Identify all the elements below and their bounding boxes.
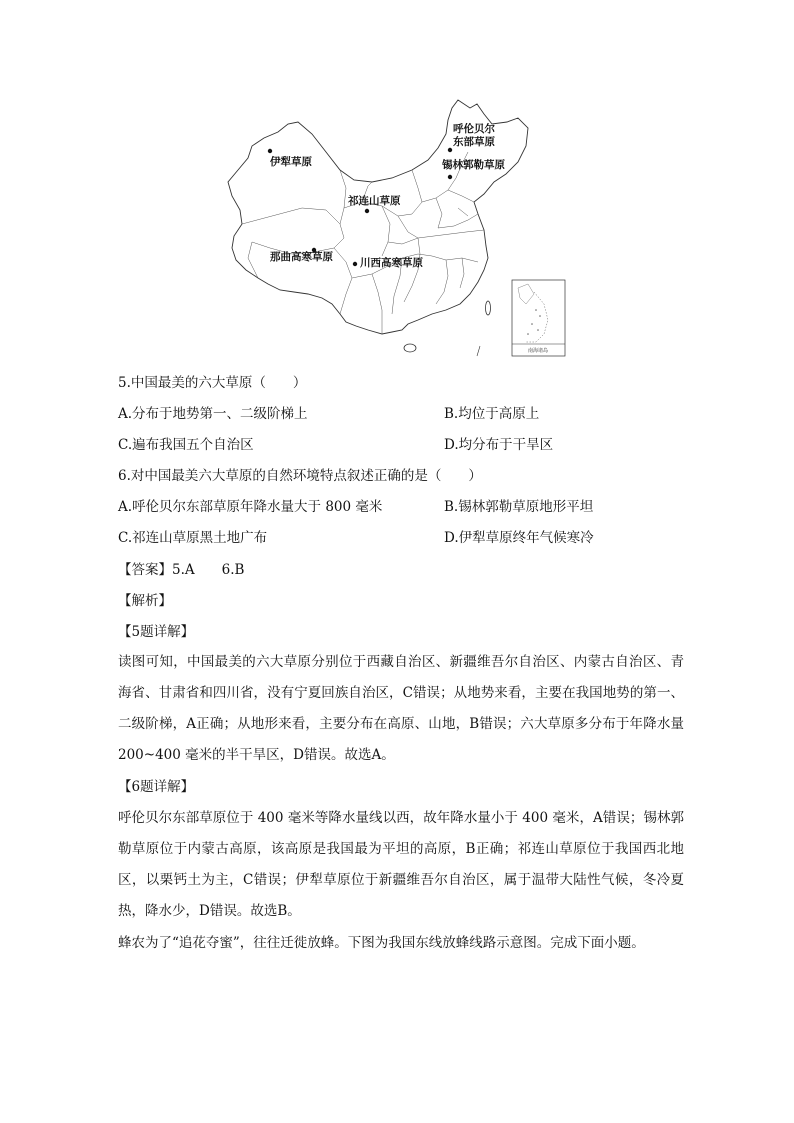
xilin-marker — [448, 175, 452, 179]
qilian-marker — [365, 209, 369, 213]
naqu-label: 那曲高寒草原 — [270, 251, 333, 263]
q6-stem: 6.对中国最美六大草原的自然环境特点叙述正确的是（ ） — [118, 468, 482, 484]
inset-caption: 南海诸岛 — [527, 348, 549, 354]
hainan-island — [404, 344, 416, 352]
answer-line: 【答案】5.A 6.B — [118, 562, 245, 578]
q5-option-c: C.遍布我国五个自治区 — [118, 437, 254, 453]
q5-stem: 5.中国最美的六大草原（ ） — [118, 375, 307, 391]
q5-detail-heading: 【5题详解】 — [118, 624, 195, 640]
chuanxi-label: 川西高寒草原 — [360, 257, 423, 269]
hulunbuir-label-line1: 呼伦贝尔 — [453, 123, 495, 135]
q6-detail-text: 呼伦贝尔东部草原位于 400 毫米等降水量线以西，故年降水量小于 400 毫米，A错误；锡林郭勒草原位于内蒙古高原，该高原是我国最为平坦的高原，B正确；祁连山草原位于我国西北地区，以栗钙土为主，C错误；伊犁草原位于新疆维吾尔自治区，属于温带大陆性气候，冬冷夏热，降水少，D错误。故选B。 — [118, 810, 684, 919]
chuanxi-marker — [353, 262, 357, 266]
yili-marker — [268, 149, 272, 153]
inset-frame — [512, 280, 565, 356]
hulunbuir-marker — [448, 148, 452, 152]
map-svg — [222, 98, 568, 360]
next-question-intro: 蜂农为了“追花夺蜜”，往往迁徙放蜂。下图为我国东线放蜂线路示意图。完成下面小题。 — [118, 935, 645, 951]
q5-option-a: A.分布于地势第一、二级阶梯上 — [118, 406, 308, 422]
q6-option-d: D.伊犁草原终年气候寒冷 — [444, 530, 594, 546]
q5-option-d: D.均分布于干旱区 — [444, 437, 554, 453]
q5-option-b: B.均位于高原上 — [444, 406, 540, 422]
hulunbuir-label-line2: 东部草原 — [453, 136, 495, 148]
q6-option-a: A.呼伦贝尔东部草原年降水量大于 800 毫米 — [118, 499, 383, 515]
q6-option-b: B.锡林郭勒草原地形平坦 — [444, 499, 594, 515]
china-grassland-map — [222, 98, 568, 360]
xilin-label: 锡林郭勒草原 — [442, 159, 505, 171]
q5-detail-text: 读图可知，中国最美的六大草原分别位于西藏自治区、新疆维吾尔自治区、内蒙古自治区、青海省、甘肃省和四川省，没有宁夏回族自治区，C错误；从地势来看，主要在我国地势的第一、二级阶梯，A正确；从地形来看，主要分布在高原、山地，B错误；六大草原多分布于年降水量 200~400 毫米的半干旱区，D错误。故选A。 — [118, 654, 684, 763]
province-borders — [242, 152, 484, 334]
dash-mark — [477, 346, 480, 356]
q6-detail-heading: 【6题详解】 — [118, 779, 195, 795]
qilian-label: 祁连山草原 — [348, 195, 401, 207]
taiwan-island — [486, 301, 491, 315]
analysis-heading: 【解析】 — [118, 593, 172, 609]
yili-label: 伊犁草原 — [270, 156, 312, 168]
q6-option-c: C.祁连山草原黑土地广布 — [118, 530, 268, 546]
